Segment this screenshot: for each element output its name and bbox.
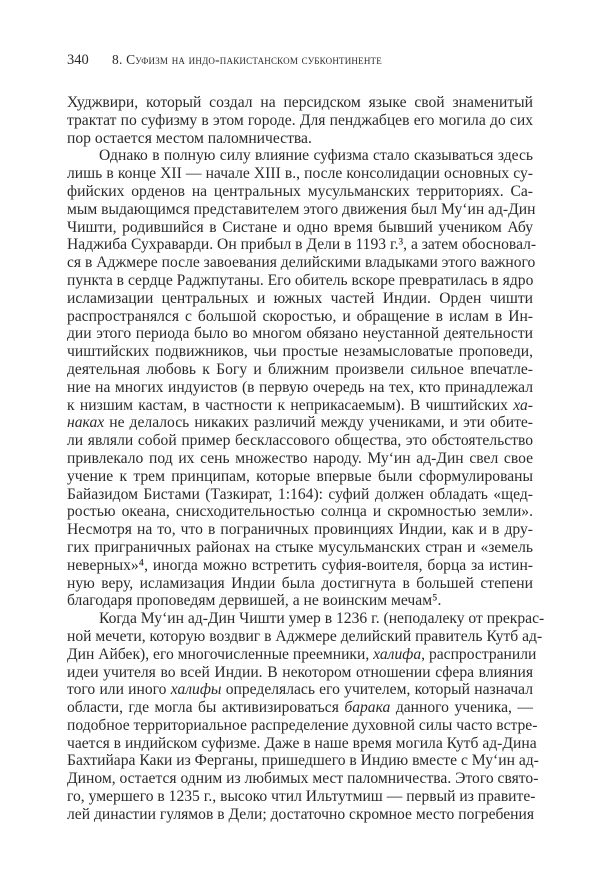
text-line bbox=[67, 788, 536, 806]
text-segment: ли являли собой пример бесклассового общества, это обстоятельство bbox=[67, 432, 533, 450]
text-segment: пункта в сердце Раджпутаны. Его обитель вскоре превратилась в ядро bbox=[67, 271, 534, 289]
text-line bbox=[67, 147, 533, 165]
text-line bbox=[67, 610, 545, 628]
text-line bbox=[67, 254, 536, 272]
text-segment: Наджиба Сухраварди. Он прибыл в Дели в 1193 г.³, а затем обосновал- bbox=[67, 236, 537, 254]
text-segment: исламизации центральных и южных частей Индии. Орден чишти bbox=[67, 289, 533, 307]
text-segment: пор остается местом паломничества. bbox=[67, 129, 312, 147]
text-line bbox=[67, 699, 533, 717]
text-line bbox=[67, 397, 533, 415]
text-line bbox=[67, 130, 533, 148]
text-line bbox=[67, 486, 533, 504]
italic-term: халифа, bbox=[373, 645, 426, 663]
text-line bbox=[67, 414, 533, 432]
text-segment: области, где могла бы активизироваться bbox=[67, 699, 345, 717]
text-line bbox=[67, 539, 533, 557]
text-segment: гих приграничных районах на стыке мусульманских стран и «земель bbox=[67, 538, 533, 556]
text-line bbox=[67, 645, 537, 664]
text-line bbox=[67, 183, 533, 201]
text-segment: трактат по суфизму в этом городе. Для пенджабцев его могила до сих bbox=[67, 111, 533, 129]
text-segment: дии этого периода было во многом обязано неустанной деятельности bbox=[67, 325, 533, 343]
paragraph bbox=[67, 147, 537, 610]
text-line bbox=[67, 236, 537, 254]
text-segment: го, умершего в 1235 г., высоко чтил Ильтутмиш — первый из правите- bbox=[67, 788, 536, 806]
text-segment: фийских орденов на центральных мусульманских территориях. Са- bbox=[67, 182, 533, 200]
text-line bbox=[67, 664, 533, 682]
text-line bbox=[67, 752, 539, 770]
text-segment: деятельная любовь к Богу и ближним произвели сильное впечатле- bbox=[67, 360, 533, 378]
text-line bbox=[67, 521, 533, 539]
body-text bbox=[67, 94, 545, 824]
paragraph bbox=[67, 610, 545, 824]
text-line bbox=[67, 219, 533, 237]
text-line bbox=[67, 343, 533, 361]
text-segment: подобное территориальное распределение духовной силы часто встре- bbox=[67, 716, 538, 734]
text-segment: учение к трем принципам, которые впервые были сформулированы bbox=[67, 467, 533, 485]
text-segment: ние на многих индуистов (в первую очередь на тех, кто принадлежал bbox=[67, 378, 533, 396]
text-line bbox=[67, 716, 538, 735]
text-line bbox=[67, 468, 533, 486]
text-segment: распространили bbox=[425, 645, 537, 663]
paragraph bbox=[67, 94, 533, 147]
text-line bbox=[67, 734, 537, 753]
text-segment: к низшим кастам, в частности к неприкасаемым). В чиштийских bbox=[67, 396, 514, 414]
running-title: 8. Суфизм на индо-пакистанском субконтиненте bbox=[112, 52, 382, 67]
text-segment: идеи учителя во всей Индии. В некотором отношении сфера влияния bbox=[67, 663, 533, 681]
text-segment: ростью океана, снисходительностью солнца и скромностью земли». bbox=[67, 503, 533, 521]
text-segment: ную веру, исламизация Индии была достигнута в большей степени bbox=[67, 574, 533, 592]
italic-term: наках bbox=[67, 414, 105, 432]
text-line bbox=[67, 308, 533, 326]
text-segment: лей династии гулямов в Дели; достаточно скромное место погребения bbox=[67, 805, 535, 823]
text-line bbox=[67, 575, 533, 593]
text-line bbox=[67, 806, 533, 824]
text-segment: Байазидом Бистами (Тазкират, 1:164): суфий должен обладать «щед- bbox=[67, 485, 533, 503]
text-segment: определялась его учителем, который назначал bbox=[221, 681, 533, 699]
text-line bbox=[67, 290, 533, 308]
text-segment: неверных»⁴, иногда можно встретить суфия-воителя, борца за истин- bbox=[67, 556, 533, 574]
text-line bbox=[67, 361, 533, 379]
text-line bbox=[67, 325, 533, 343]
running-header bbox=[67, 52, 533, 72]
text-line bbox=[67, 592, 533, 610]
text-segment: не делалось никаких различий между учениками, и эти обите- bbox=[104, 414, 533, 432]
italic-term: ха- bbox=[513, 396, 533, 414]
text-segment: Несмотря на то, что в пограничных провинциях Индии, как и в дру- bbox=[67, 521, 533, 539]
text-line bbox=[67, 503, 533, 521]
text-segment: мым выдающимся представителем этого движения был Му‘ин ад-Дин bbox=[67, 200, 536, 218]
text-segment: ся в Аджмере после завоевания делийскими владыками этого важного bbox=[67, 254, 536, 272]
text-segment: привлекало под их сень множество народу. Му‘ин ад-Дин свел свое bbox=[67, 449, 533, 467]
italic-term: барака bbox=[344, 699, 391, 717]
text-line bbox=[67, 94, 533, 112]
text-line bbox=[67, 165, 533, 183]
text-segment: ной мечети, которую воздвиг в Аджмере делийский правитель Кутб ад- bbox=[67, 627, 543, 645]
text-segment: Дин Айбек), его многочисленные преемники, bbox=[67, 645, 374, 663]
text-line bbox=[67, 200, 536, 219]
text-segment: того или иного bbox=[67, 681, 171, 699]
text-line bbox=[67, 379, 533, 397]
text-segment: благодаря проповедям дервишей, а не воинским мечам⁵. bbox=[67, 592, 442, 610]
text-line bbox=[67, 627, 543, 646]
text-line bbox=[67, 557, 533, 575]
text-line bbox=[67, 272, 533, 290]
page-number: 340 bbox=[67, 52, 89, 68]
text-segment: Дином, остается одним из любимых мест паломничества. Этого свято- bbox=[67, 770, 539, 788]
italic-term: халифы bbox=[170, 681, 222, 699]
text-segment: Однако в полную силу влияние суфизма стало сказываться здесь bbox=[99, 147, 533, 165]
text-segment: чиштийских подвижников, чьи простые незамысловатые проповеди, bbox=[67, 343, 533, 361]
text-line bbox=[67, 681, 533, 699]
text-line bbox=[67, 450, 533, 468]
text-segment: Худжвири, который создал на персидском языке свой знаменитый bbox=[67, 94, 533, 111]
text-segment: Чишти, родившийся в Систане и одно время бывший учеником Абу bbox=[67, 218, 533, 236]
text-segment: чается в индийском суфизме. Даже в наше время могила Кутб ад-Дина bbox=[67, 734, 537, 752]
text-line bbox=[67, 770, 539, 788]
text-segment: распространялся с большой скоростью, и обращение в ислам в Ин- bbox=[67, 307, 533, 325]
text-line bbox=[67, 432, 533, 450]
text-line bbox=[67, 112, 533, 130]
text-segment: лишь в конце XII — начале XIII в., после консолидации основных су- bbox=[67, 165, 533, 183]
text-segment: Когда Му‘ин ад-Дин Чишти умер в 1236 г. (неподалеку от прекрас- bbox=[99, 610, 545, 628]
text-segment: Бахтийара Каки из Ферганы, пришедшего в Индию вместе с Му‘ин ад- bbox=[67, 752, 539, 770]
text-segment: данного ученика, — bbox=[390, 699, 533, 717]
